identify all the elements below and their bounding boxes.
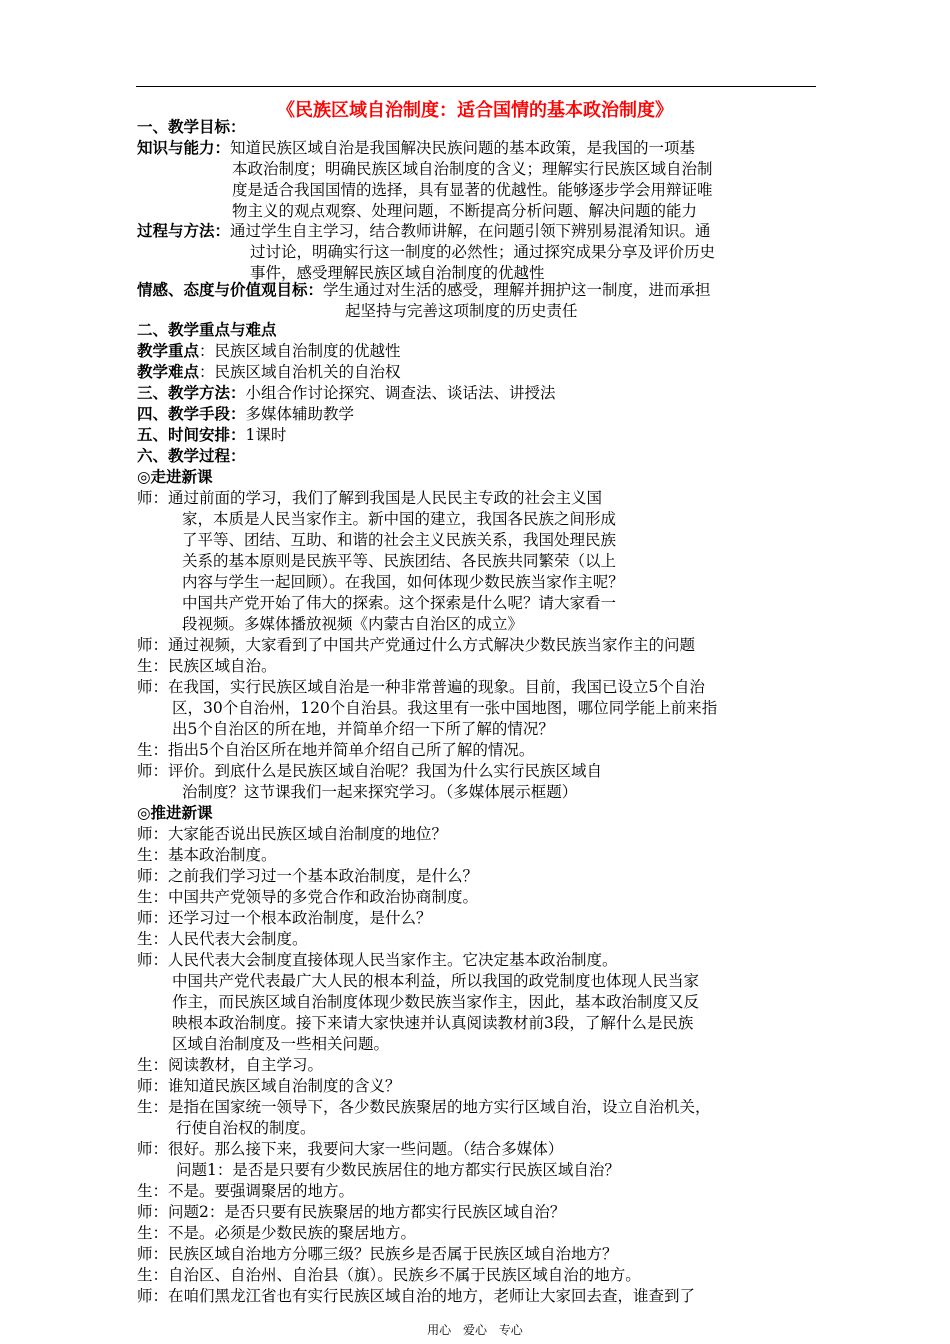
line-text: 师：谁知道民族区域自治制度的含义？ (137, 1077, 401, 1095)
line-text: 关系的基本原则是民族平等、民族团结、各民族共同繁荣（以上 (182, 552, 617, 570)
text-line (137, 845, 277, 866)
line-text: 家，本质是人民当家作主。新中国的建立，我国各民族之间形成 (182, 510, 617, 528)
text-line (137, 740, 534, 761)
text-line (137, 635, 695, 656)
text-line (137, 467, 213, 488)
text-line (137, 1223, 416, 1244)
line-text: 过讨论，明确实行这一制度的必然性；通过探究成果分享及评价历史 (250, 243, 716, 261)
line-text: 师：民族区域自治地方分哪三级？民族乡是否属于民族区域自治地方？ (137, 1245, 618, 1263)
line-text: 生：人民代表大会制度。 (137, 930, 308, 948)
text-line (182, 509, 616, 530)
line-text: 行使自治权的制度。 (176, 1119, 316, 1137)
text-line (172, 1034, 389, 1055)
text-line (137, 1076, 401, 1097)
line-label: 教学难点 (137, 363, 200, 381)
text-line (137, 887, 478, 908)
text-line (232, 201, 697, 222)
text-line (137, 824, 447, 845)
line-text: 师：还学习过一个根本政治制度，是什么？ (137, 909, 432, 927)
text-line (176, 1160, 620, 1181)
text-line (137, 280, 711, 301)
line-text: 事件，感受理解民族区域自治制度的优越性 (250, 264, 545, 282)
line-text: ：民族区域自治机关的自治权 (199, 363, 401, 381)
text-line (137, 446, 246, 467)
line-label: 情感、态度与价值观目标： (137, 281, 324, 299)
text-line (137, 488, 602, 509)
line-text: 生：民族区域自治。 (137, 657, 277, 675)
line-text: 作主，而民族区域自治制度体现少数民族当家作主，因此，基本政治制度又反 (172, 993, 700, 1011)
line-text: 师：问题2：是否只要有民族聚居的地方都实行民族区域自治？ (137, 1203, 566, 1221)
line-text: 师：在咱们黑龙江省也有实行民族区域自治的地方，老师让大家回去查，谁查到了 (137, 1287, 696, 1305)
line-text: 生：不是。要强调聚居的地方。 (137, 1182, 355, 1200)
text-line (137, 950, 618, 971)
line-label: ◎走进新课 (137, 468, 213, 486)
line-label: 五、时间安排： (137, 426, 246, 444)
header-rule (136, 86, 816, 87)
line-text: 师：通过前面的学习，我们了解到我国是人民民主专政的社会主义国 (137, 489, 603, 507)
line-text: 生：基本政治制度。 (137, 846, 277, 864)
line-text: 内容与学生一起回顾）。在我国，如何体现少数民族当家作主呢？ (182, 573, 624, 591)
line-text: 1课时 (245, 426, 287, 444)
line-text: 师：评价。到底什么是民族区域自治呢？我国为什么实行民族区域自 (137, 762, 603, 780)
text-line (137, 1139, 563, 1160)
text-line (137, 866, 478, 887)
text-line (137, 677, 705, 698)
text-line (137, 383, 556, 404)
line-label: 过程与方法： (137, 222, 231, 240)
line-text: 起坚持与完善这项制度的历史责任 (345, 302, 578, 320)
line-text: 段视频。多媒体播放视频《内蒙古自治区的成立》 (182, 615, 524, 633)
line-text: 生：中国共产党领导的多党合作和政治协商制度。 (137, 888, 479, 906)
text-line (137, 803, 213, 824)
line-text: ：民族区域自治制度的优越性 (199, 342, 401, 360)
line-label: 一、教学目标： (137, 118, 246, 136)
line-text: 区，30个自治州，120个自治县。我这里有一张中国地图，哪位同学能上前来指 (172, 699, 718, 717)
line-text: 师：之前我们学习过一个基本政治制度，是什么？ (137, 867, 479, 885)
line-label: 二、教学重点与难点 (137, 321, 277, 339)
text-line (137, 341, 401, 362)
line-text: 生：是指在国家统一领导下，各少数民族聚居的地方实行区域自治，设立自治机关， (137, 1098, 711, 1116)
line-text: 映根本政治制度。接下来请大家快速并认真阅读教材前3段，了解什么是民族 (172, 1014, 694, 1032)
text-line (137, 117, 246, 138)
line-text: 师：很好。那么接下来，我要问大家一些问题。（结合多媒体） (137, 1140, 564, 1158)
text-line (137, 320, 277, 341)
line-text: 出5个自治区的所在地，并简单介绍一下所了解的情况？ (172, 720, 554, 738)
line-text: 生：阅读教材，自主学习。 (137, 1056, 324, 1074)
line-text: 中国共产党代表最广大人民的根本利益，所以我国的政党制度也体现人民当家 (172, 972, 700, 990)
text-line (172, 719, 554, 740)
text-line (182, 593, 616, 614)
document-title: 《民族区域自治制度：适合国情的基本政治制度》 (277, 100, 673, 121)
line-text: 本政治制度；明确民族区域自治制度的含义；理解实行民族区域自治制 (232, 160, 713, 178)
text-line (137, 1097, 711, 1118)
text-line (250, 242, 715, 263)
text-line (137, 929, 308, 950)
page-footer: 用心 爱心 专心 (427, 1323, 523, 1337)
line-text: 生：不是。必须是少数民族的聚居地方。 (137, 1224, 417, 1242)
text-line (172, 971, 699, 992)
text-line (137, 1244, 618, 1265)
text-line (137, 138, 695, 159)
text-line (137, 1202, 565, 1223)
text-line (137, 1265, 641, 1286)
line-label: 四、教学手段： (137, 405, 246, 423)
text-line (232, 180, 713, 201)
line-label: ◎推进新课 (137, 804, 213, 822)
text-line (137, 221, 711, 242)
line-text: 区域自治制度及一些相关问题。 (172, 1035, 390, 1053)
text-line (176, 1118, 316, 1139)
line-label: 知识与能力： (137, 139, 231, 157)
line-label: 教学重点 (137, 342, 200, 360)
text-line (137, 362, 401, 383)
line-text: 师：通过视频，大家看到了中国共产党通过什么方式解决少数民族当家作主的问题 (137, 636, 696, 654)
text-line (172, 1013, 693, 1034)
text-line (182, 530, 616, 551)
line-text: 中国共产党开始了伟大的探索。这个探索是什么呢？请大家看一 (182, 594, 617, 612)
text-line (137, 1181, 354, 1202)
line-text: 通过学生自主学习，结合教师讲解，在问题引领下辨别易混淆知识。通 (230, 222, 711, 240)
text-line (137, 1055, 323, 1076)
text-line (182, 614, 523, 635)
line-text: 小组合作讨论探究、调查法、谈话法、讲授法 (245, 384, 556, 402)
line-text: 师：人民代表大会制度直接体现人民当家作主。它决定基本政治制度。 (137, 951, 618, 969)
text-line (137, 908, 432, 929)
line-text: 问题1：是否是只要有少数民族居住的地方都实行民族区域自治？ (176, 1161, 620, 1179)
text-line (137, 425, 286, 446)
line-label: 六、教学过程： (137, 447, 246, 465)
text-line (172, 992, 699, 1013)
text-line (172, 698, 717, 719)
line-text: 物主义的观点观察、处理问题，不断提高分析问题、解决问题的能力 (232, 202, 698, 220)
text-line (182, 551, 616, 572)
line-text: 生：自治区、自治州、自治县（旗）。民族乡不属于民族区域自治的地方。 (137, 1266, 641, 1284)
line-text: 知道民族区域自治是我国解决民族问题的基本政策，是我国的一项基 (230, 139, 696, 157)
line-text: 了平等、团结、互助、和谐的社会主义民族关系，我国处理民族 (182, 531, 617, 549)
line-label: 三、教学方法： (137, 384, 246, 402)
text-line (137, 761, 602, 782)
line-text: 学生通过对生活的感受，理解并拥护这一制度，进而承担 (323, 281, 711, 299)
text-line (137, 404, 354, 425)
text-line (137, 656, 277, 677)
line-text: 治制度？这节课我们一起来探究学习。（多媒体展示框题） (182, 783, 578, 801)
text-line (137, 1286, 695, 1307)
line-text: 生：指出5个自治区所在地并简单介绍自己所了解的情况。 (137, 741, 535, 759)
text-line (182, 572, 624, 593)
text-line (232, 159, 713, 180)
line-text: 师：在我国，实行民族区域自治是一种非常普遍的现象。目前，我国已设立5个自治 (137, 678, 705, 696)
text-line (345, 301, 578, 322)
text-line (182, 782, 577, 803)
line-text: 师：大家能否说出民族区域自治制度的地位？ (137, 825, 448, 843)
line-text: 多媒体辅助教学 (245, 405, 355, 423)
line-text: 度是适合我国国情的选择，具有显著的优越性。能够逐步学会用辩证唯 (232, 181, 713, 199)
